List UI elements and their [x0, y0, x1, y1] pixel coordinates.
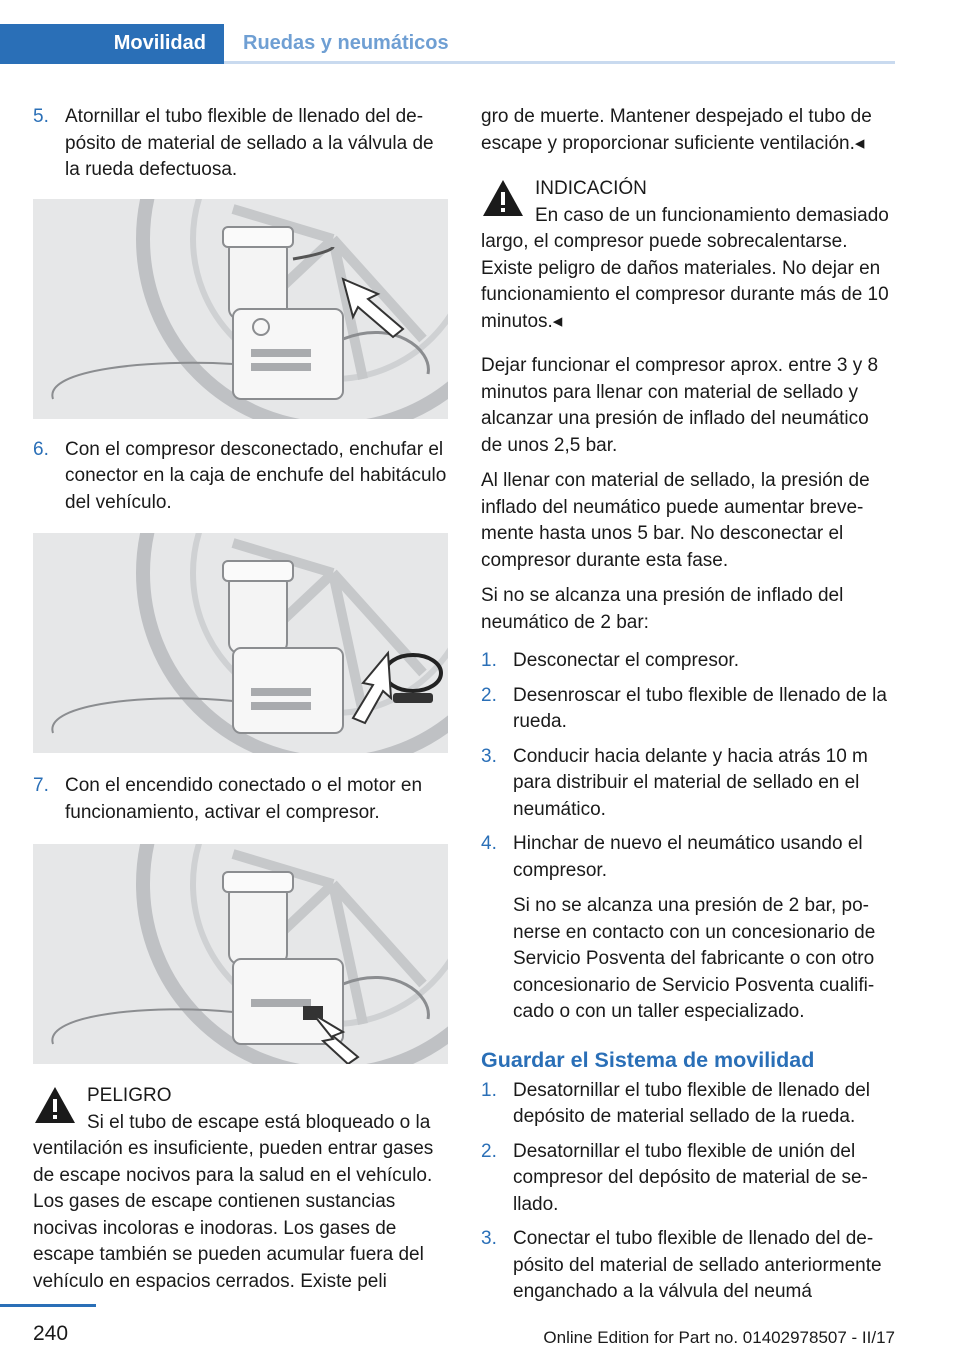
step-text: Atornillar el tubo flexible de llenado del depósito de material de sellado a la válvula de la rueda defectuosa. — [65, 106, 434, 180]
list-item — [481, 1139, 895, 1219]
edition-label: Online Edition for Part no. 01402978507 - II/17 — [543, 1328, 895, 1347]
step-text: Con el compresor desconectado, enchufar el conector en la caja de enchufe del habitáculo del vehículo. — [65, 438, 447, 513]
step-4-note: Si no se alcanza una presión de 2 bar, ponerse en contacto con un concesionario de Servicio Posventa del fabricante o con otro concesionario de Servicio Posventa cualificado o con un taller especializado. — [513, 895, 876, 1022]
step-number: 3. — [481, 1228, 497, 1249]
warning-triangle-icon — [33, 1085, 77, 1125]
step-number: 3. — [481, 745, 497, 767]
step-6 — [33, 437, 448, 517]
step-number: 4. — [481, 833, 497, 854]
step-text: Conducir hacia delante y hacia atrás 10 m para distribuir el material de sellado en el neumático. — [513, 745, 868, 820]
step-text: Desconectar el compresor. — [513, 650, 739, 671]
step-text: Conectar el tubo flexible de llenado del depósito del material de sellado anteriormente enganchado a la válvula del neumá — [513, 1228, 882, 1302]
step-text: Desatornillar el tubo flexible de unión del compresor del depósito de material de sellado. — [513, 1140, 868, 1215]
notice-text: En caso de un funcionamiento demasiado largo, el compresor puede sobrecalentarse. Existe peligro de daños materiales. No dejar en funcionamiento el compresor durante más de 10 minutos.◂ — [481, 204, 889, 332]
storage-steps — [481, 1078, 895, 1306]
compressor-plug-illustration — [33, 533, 448, 753]
low-pressure-steps — [481, 648, 895, 1026]
list-item — [481, 831, 895, 884]
list-item — [481, 648, 895, 675]
step-number: 1. — [481, 650, 497, 671]
warning-triangle-icon — [481, 178, 525, 218]
danger-title: PELIGRO — [87, 1085, 172, 1106]
list-item — [481, 744, 895, 824]
right-column — [481, 100, 895, 1306]
paragraph-pressure-increase: Al llenar con material de sellado, la presión de inflado del neumático puede aumentar brevemente hasta unos 5 bar. No desconectar el compresor durante esta fase. — [481, 470, 870, 571]
figure-hose-to-valve — [33, 199, 448, 419]
paragraph-fill-time: Dejar funcionar el compresor aprox. entre 3 y 8 minutos para llenar con material de sellado y alcanzar una presión de inflado del neumático de unos 2,5 bar. — [481, 355, 879, 456]
list-item — [481, 683, 895, 736]
step-5 — [33, 104, 448, 184]
page-number: 240 — [33, 1322, 69, 1345]
tab-ruedas-neumaticos[interactable]: Ruedas y neumáticos — [243, 31, 449, 54]
danger-text: Si el tubo de escape está bloqueado o la ventilación es insuficiente, pueden entrar gases de escape nocivos para la salud en el vehículo. Los gases de escape contienen sustancias nocivas incoloras e inodoras. Los gases de escape también se pueden acumular fuera del vehículo en espacios cerrados. Existe peli — [33, 1111, 434, 1292]
danger-continuation: gro de muerte. Mantener despejado el tubo de escape y proporcionar suficiente ventilación.◂ — [481, 106, 872, 154]
step-number: 2. — [481, 1140, 497, 1162]
list-item — [481, 1078, 895, 1131]
step-number: 1. — [481, 1079, 497, 1101]
footer-rule — [0, 1304, 96, 1307]
danger-notice — [33, 1082, 448, 1295]
step-text: Desenroscar el tubo flexible de llenado de la rueda. — [513, 684, 887, 732]
step-number: 5. — [33, 106, 49, 127]
step-number: 7. — [33, 775, 49, 796]
left-column — [33, 100, 448, 1295]
list-item — [481, 1226, 895, 1306]
step-7 — [33, 773, 448, 826]
compressor-valve-illustration — [33, 199, 448, 419]
notice-title: INDICACIÓN — [535, 178, 647, 199]
step-text: Desatornillar el tubo flexible de llenado del depósito de material sellado de la rueda. — [513, 1079, 871, 1127]
tab-movilidad[interactable]: Movilidad — [0, 24, 224, 62]
figure-plug-connector — [33, 533, 448, 753]
section-heading: Guardar el Sistema de movilidad — [481, 1047, 815, 1072]
caution-notice — [481, 175, 895, 335]
step-text: Con el encendido conectado o el motor en funcionamiento, activar el compresor. — [65, 775, 423, 823]
page-header — [0, 0, 960, 64]
paragraph-low-pressure: Si no se alcanza una presión de inflado del neumático de 2 bar: — [481, 585, 844, 633]
compressor-switch-illustration — [33, 844, 448, 1064]
step-text: Hinchar de nuevo el neumático usando el compresor. — [513, 833, 863, 881]
figure-activate-compressor — [33, 844, 448, 1064]
step-number: 2. — [481, 684, 497, 706]
step-number: 6. — [33, 438, 49, 460]
